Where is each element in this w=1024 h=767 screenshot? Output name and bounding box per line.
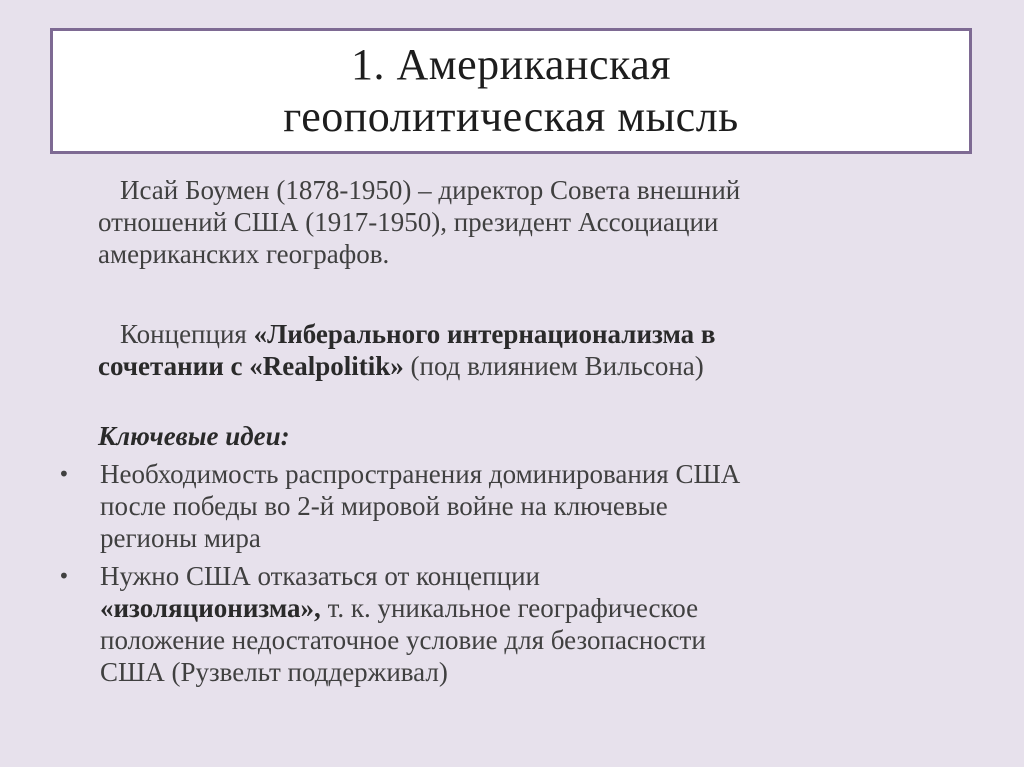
bullet-line: после победы во 2-й мировой войне на ключевые (100, 491, 668, 521)
bowman-paragraph (98, 174, 978, 270)
bullet-line: Необходимость распространения доминирования США (100, 459, 741, 489)
bullet-text (100, 560, 706, 688)
bullet-line-text: т. к. уникальное географическое (320, 593, 699, 623)
isolationism-term: «изоляционизма», (100, 593, 321, 623)
bullet-icon: • (58, 462, 70, 486)
concept-label: Концепция (120, 319, 254, 349)
concept-name-part-1: «Либерального интернационализма в (253, 319, 716, 349)
bullet-icon: • (58, 564, 70, 588)
key-ideas-heading: Ключевые идеи: (98, 421, 290, 451)
slide-title-line-2: геополитическая мысль (283, 92, 739, 141)
concept-note: (под влиянием Вильсона) (403, 351, 704, 381)
bullet-line: положение недостаточное условие для безопасности (100, 625, 706, 655)
paragraph-line: американских географов. (98, 239, 390, 269)
concept-paragraph (98, 318, 978, 382)
paragraph-line (98, 350, 978, 382)
bullet-text (100, 458, 740, 554)
bullet-line: США (Рузвельт поддерживал) (100, 657, 448, 687)
bullet-line (100, 592, 706, 624)
concept-name-part-2: сочетании с «Realpolitik» (98, 351, 404, 381)
bullet-line: регионы мира (100, 523, 261, 553)
bullet-line: Нужно США отказаться от концепции (100, 561, 540, 591)
slide-title-line-1: 1. Американская (351, 40, 671, 89)
paragraph-line: отношений США (1917-1950), президент Ассоциации (98, 207, 719, 237)
paragraph-line (98, 318, 978, 350)
paragraph-line: Исай Боумен (1878-1950) – директор Совета внешний (120, 175, 741, 205)
